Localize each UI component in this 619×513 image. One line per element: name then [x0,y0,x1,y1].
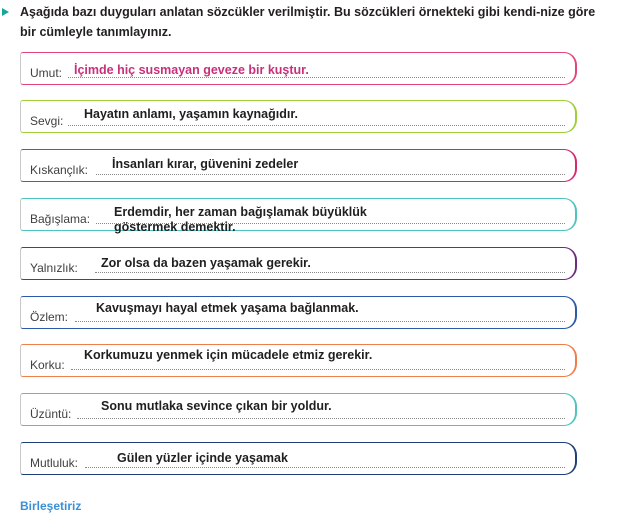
row-answer: Sonu mutlaka sevince çıkan bir yoldur. [101,399,332,413]
row-answer: İçimde hiç susmayan geveze bir kuştur. [74,63,309,77]
row-umut [20,52,577,85]
row-label: Mutluluk: [30,456,79,470]
dotted-line [96,174,565,175]
row-label: Sevgi: [30,114,64,128]
row-answer: Hayatın anlamı, yaşamın kaynağıdır. [84,107,298,121]
dotted-line [68,125,565,126]
row-kiskanclik [20,149,577,182]
dotted-line [71,369,565,370]
row-label: Üzüntü: [30,407,72,421]
row-uzuntu [20,393,577,426]
row-label: Korku: [30,358,65,372]
dotted-line [95,272,565,273]
row-korku [20,344,577,377]
row-answer: Gülen yüzler içinde yaşamak [117,451,288,465]
row-ozlem [20,296,577,329]
row-mutluluk [20,442,577,475]
row-answer: Kavuşmayı hayal etmek yaşama bağlanmak. [96,301,359,315]
row-answer-line2: göstermek demektir. [114,220,236,234]
row-label: Bağışlama: [30,212,91,226]
row-label: Yalnızlık: [30,261,78,275]
dotted-line [77,418,565,419]
dotted-line [75,321,565,322]
instruction-text: Aşağıda bazı duyguları anlatan sözcükler verilmiştir. Bu sözcükleri örnekteki gibi kendi-nize göre bir cümleyle tanımlayınız. [20,5,596,39]
row-answer: İnsanları kırar, güvenini zedeler [112,157,299,171]
row-label: Umut: [30,66,63,80]
dotted-line [85,467,565,468]
row-answer: Zor olsa da bazen yaşamak gerekir. [101,256,311,270]
row-label: Kıskançlık: [30,163,89,177]
row-answer: Korkumuzu yenmek için mücadele etmiz gerekir. [84,348,373,362]
row-bagislama [20,198,577,234]
footer-heading: Birleşetiriz [20,499,82,513]
bullet-icon [2,8,9,16]
row-sevgi [20,100,577,133]
row-label: Özlem: [30,310,69,324]
row-answer: Erdemdir, her zaman bağışlamak büyüklük [114,205,367,219]
row-yalnizlik [20,247,577,280]
